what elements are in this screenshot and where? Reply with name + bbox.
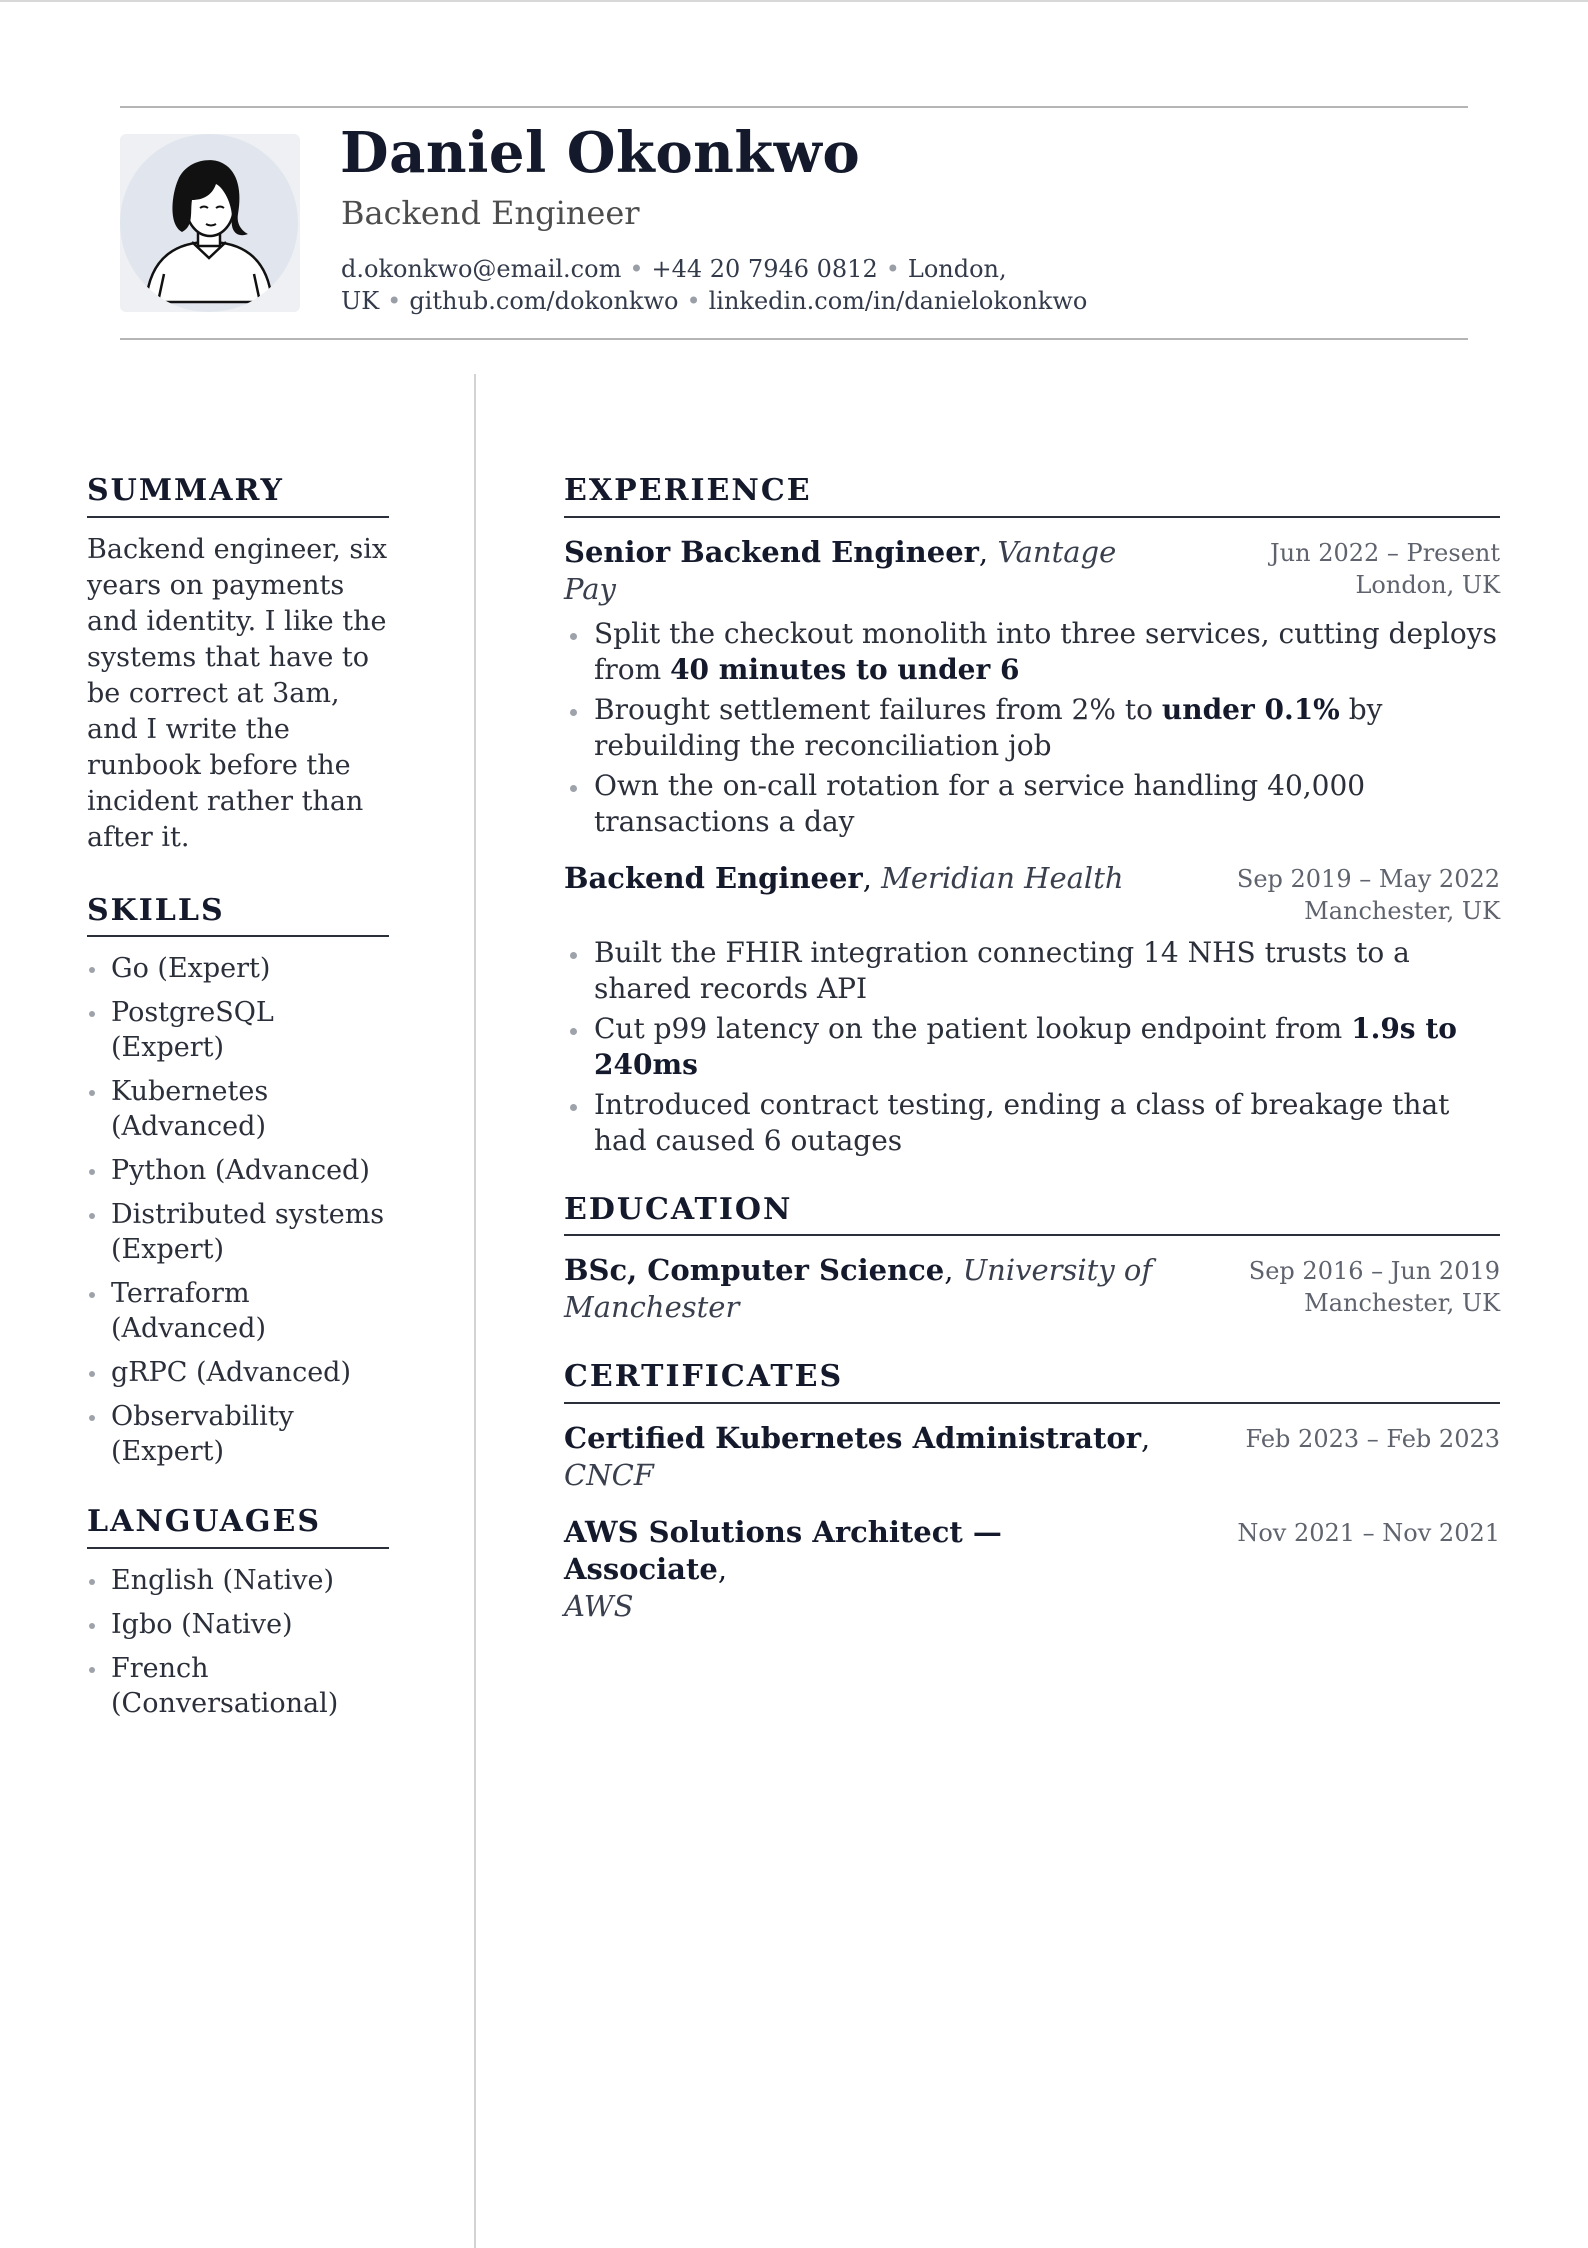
language-item: English (Native) (87, 1563, 389, 1598)
skill-item: Go (Expert) (87, 951, 389, 986)
column-divider (474, 374, 476, 2248)
skill-item: Observability (Expert) (87, 1399, 389, 1469)
right-column (564, 472, 1500, 1657)
contact-separator: • (387, 287, 402, 315)
github-link[interactable]: github.com/dokonkwo (409, 287, 679, 315)
skill-item: gRPC (Advanced) (87, 1355, 389, 1390)
bullet-text: Cut p99 latency on the patient lookup endpoint from (594, 1011, 1352, 1045)
certificate-name: Certified Kubernetes Administrator (564, 1420, 1141, 1455)
job-bullet (564, 1087, 1500, 1159)
job-dates: Sep 2019 – May 2022 (1236, 864, 1500, 893)
education-section (564, 1191, 1500, 1327)
avatar-portrait-icon (120, 134, 298, 312)
job-meta (1237, 860, 1500, 927)
skills-list (87, 951, 389, 1469)
bullet-text: Own the on-call rotation for a service handling 40,000 transactions a day (594, 768, 1366, 838)
education-title-line: BSc, Computer Science, University of Manchester (564, 1253, 1153, 1324)
skill-item: Python (Advanced) (87, 1153, 389, 1188)
summary-heading: SUMMARY (87, 472, 389, 518)
job-location: London, UK (1355, 570, 1500, 599)
page-top-rule (0, 0, 1588, 2)
education-entry (564, 1252, 1500, 1326)
contact-separator: • (885, 255, 900, 283)
job-bullet (564, 768, 1500, 840)
job-location: Manchester, UK (1304, 896, 1500, 925)
education-location: Manchester, UK (1304, 1289, 1500, 1317)
certificate-dates: Feb 2023 – Feb 2023 (1245, 1424, 1500, 1453)
skill-item: PostgreSQL (Expert) (87, 995, 389, 1065)
job-bullets (564, 616, 1500, 840)
skills-heading: SKILLS (87, 892, 389, 938)
job-role: Backend Engineer (564, 860, 863, 895)
job-company: Vantage Pay (564, 534, 1117, 606)
bullet-highlight: 40 minutes to under 6 (670, 652, 1020, 686)
contact-separator: • (686, 287, 701, 315)
language-item: French (Conversational) (87, 1651, 389, 1721)
candidate-title: Backend Engineer (341, 194, 640, 232)
candidate-name: Daniel Okonkwo (340, 120, 861, 186)
contact-line (341, 253, 1181, 317)
job-title-line: Backend Engineer, Meridian Health (564, 860, 1124, 895)
contact-separator: • (629, 255, 644, 283)
experience-heading: EXPERIENCE (564, 472, 1500, 518)
resume-header (120, 106, 1468, 340)
skill-item: Kubernetes (Advanced) (87, 1074, 389, 1144)
summary-text: Backend engineer, six years on payments and identity. I like the systems that have to be correct at 3am, and I write the runbook before the incident rather than after it. (87, 533, 388, 853)
skill-item: Distributed systems (Expert) (87, 1197, 389, 1267)
certificates-section (564, 1358, 1500, 1625)
job-bullet (564, 1011, 1500, 1083)
bullet-highlight: 1.9s to 240ms (594, 1011, 1457, 1081)
certificate-entry (564, 1420, 1500, 1494)
job-title-line: Senior Backend Engineer, Vantage Pay (564, 534, 1117, 606)
certificate-entry (564, 1514, 1500, 1625)
job-role: Senior Backend Engineer (564, 534, 979, 569)
certificate-issuer: CNCF (564, 1457, 654, 1492)
certificate-issuer: AWS (564, 1588, 634, 1623)
certificate-name: AWS Solutions Architect — Associate (564, 1514, 1002, 1586)
linkedin-link[interactable]: linkedin.com/in/danielokonkwo (708, 287, 1088, 315)
left-column (87, 472, 389, 1755)
education-degree: BSc, Computer Science (564, 1253, 945, 1287)
languages-list (87, 1563, 389, 1721)
education-dates: Sep 2016 – Jun 2019 (1248, 1257, 1500, 1285)
certificate-title-line: AWS Solutions Architect — Associate, AWS (564, 1514, 1002, 1623)
location-country: UK (341, 287, 380, 315)
bullet-text: Brought settlement failures from 2% to (594, 692, 1162, 726)
bullet-text: Built the FHIR integration connecting 14 NHS trusts to a shared records API (594, 935, 1410, 1005)
bullet-text: Split the checkout monolith into three services, cutting deploys from (594, 616, 1497, 686)
email-link[interactable]: d.okonkwo@email.com (341, 255, 622, 283)
experience-section (564, 472, 1500, 1159)
job-meta (1270, 534, 1500, 601)
job-entry (564, 860, 1500, 1159)
certificates-heading: CERTIFICATES (564, 1358, 1500, 1404)
education-meta (1249, 1252, 1500, 1319)
avatar (120, 134, 300, 312)
job-entry (564, 534, 1500, 840)
job-company: Meridian Health (881, 860, 1124, 895)
certificate-dates: Nov 2021 – Nov 2021 (1237, 1518, 1500, 1547)
job-bullet (564, 935, 1500, 1007)
languages-heading: LANGUAGES (87, 1503, 389, 1549)
job-bullet (564, 616, 1500, 688)
job-dates: Jun 2022 – Present (1270, 538, 1500, 567)
skill-item: Terraform (Advanced) (87, 1276, 389, 1346)
bullet-text: Introduced contract testing, ending a class of breakage that had caused 6 outages (594, 1087, 1450, 1157)
bullet-highlight: under 0.1% (1161, 692, 1340, 726)
education-heading: EDUCATION (564, 1191, 1500, 1237)
job-bullet (564, 692, 1500, 764)
job-bullets (564, 935, 1500, 1159)
certificate-title-line: Certified Kubernetes Administrator, CNCF (564, 1420, 1151, 1492)
bullet-text: by rebuilding the reconciliation job (594, 692, 1383, 762)
location-city: London, (907, 255, 1007, 283)
phone-number: +44 20 7946 0812 (651, 255, 878, 283)
language-item: Igbo (Native) (87, 1607, 389, 1642)
education-school: University of Manchester (564, 1253, 1153, 1324)
